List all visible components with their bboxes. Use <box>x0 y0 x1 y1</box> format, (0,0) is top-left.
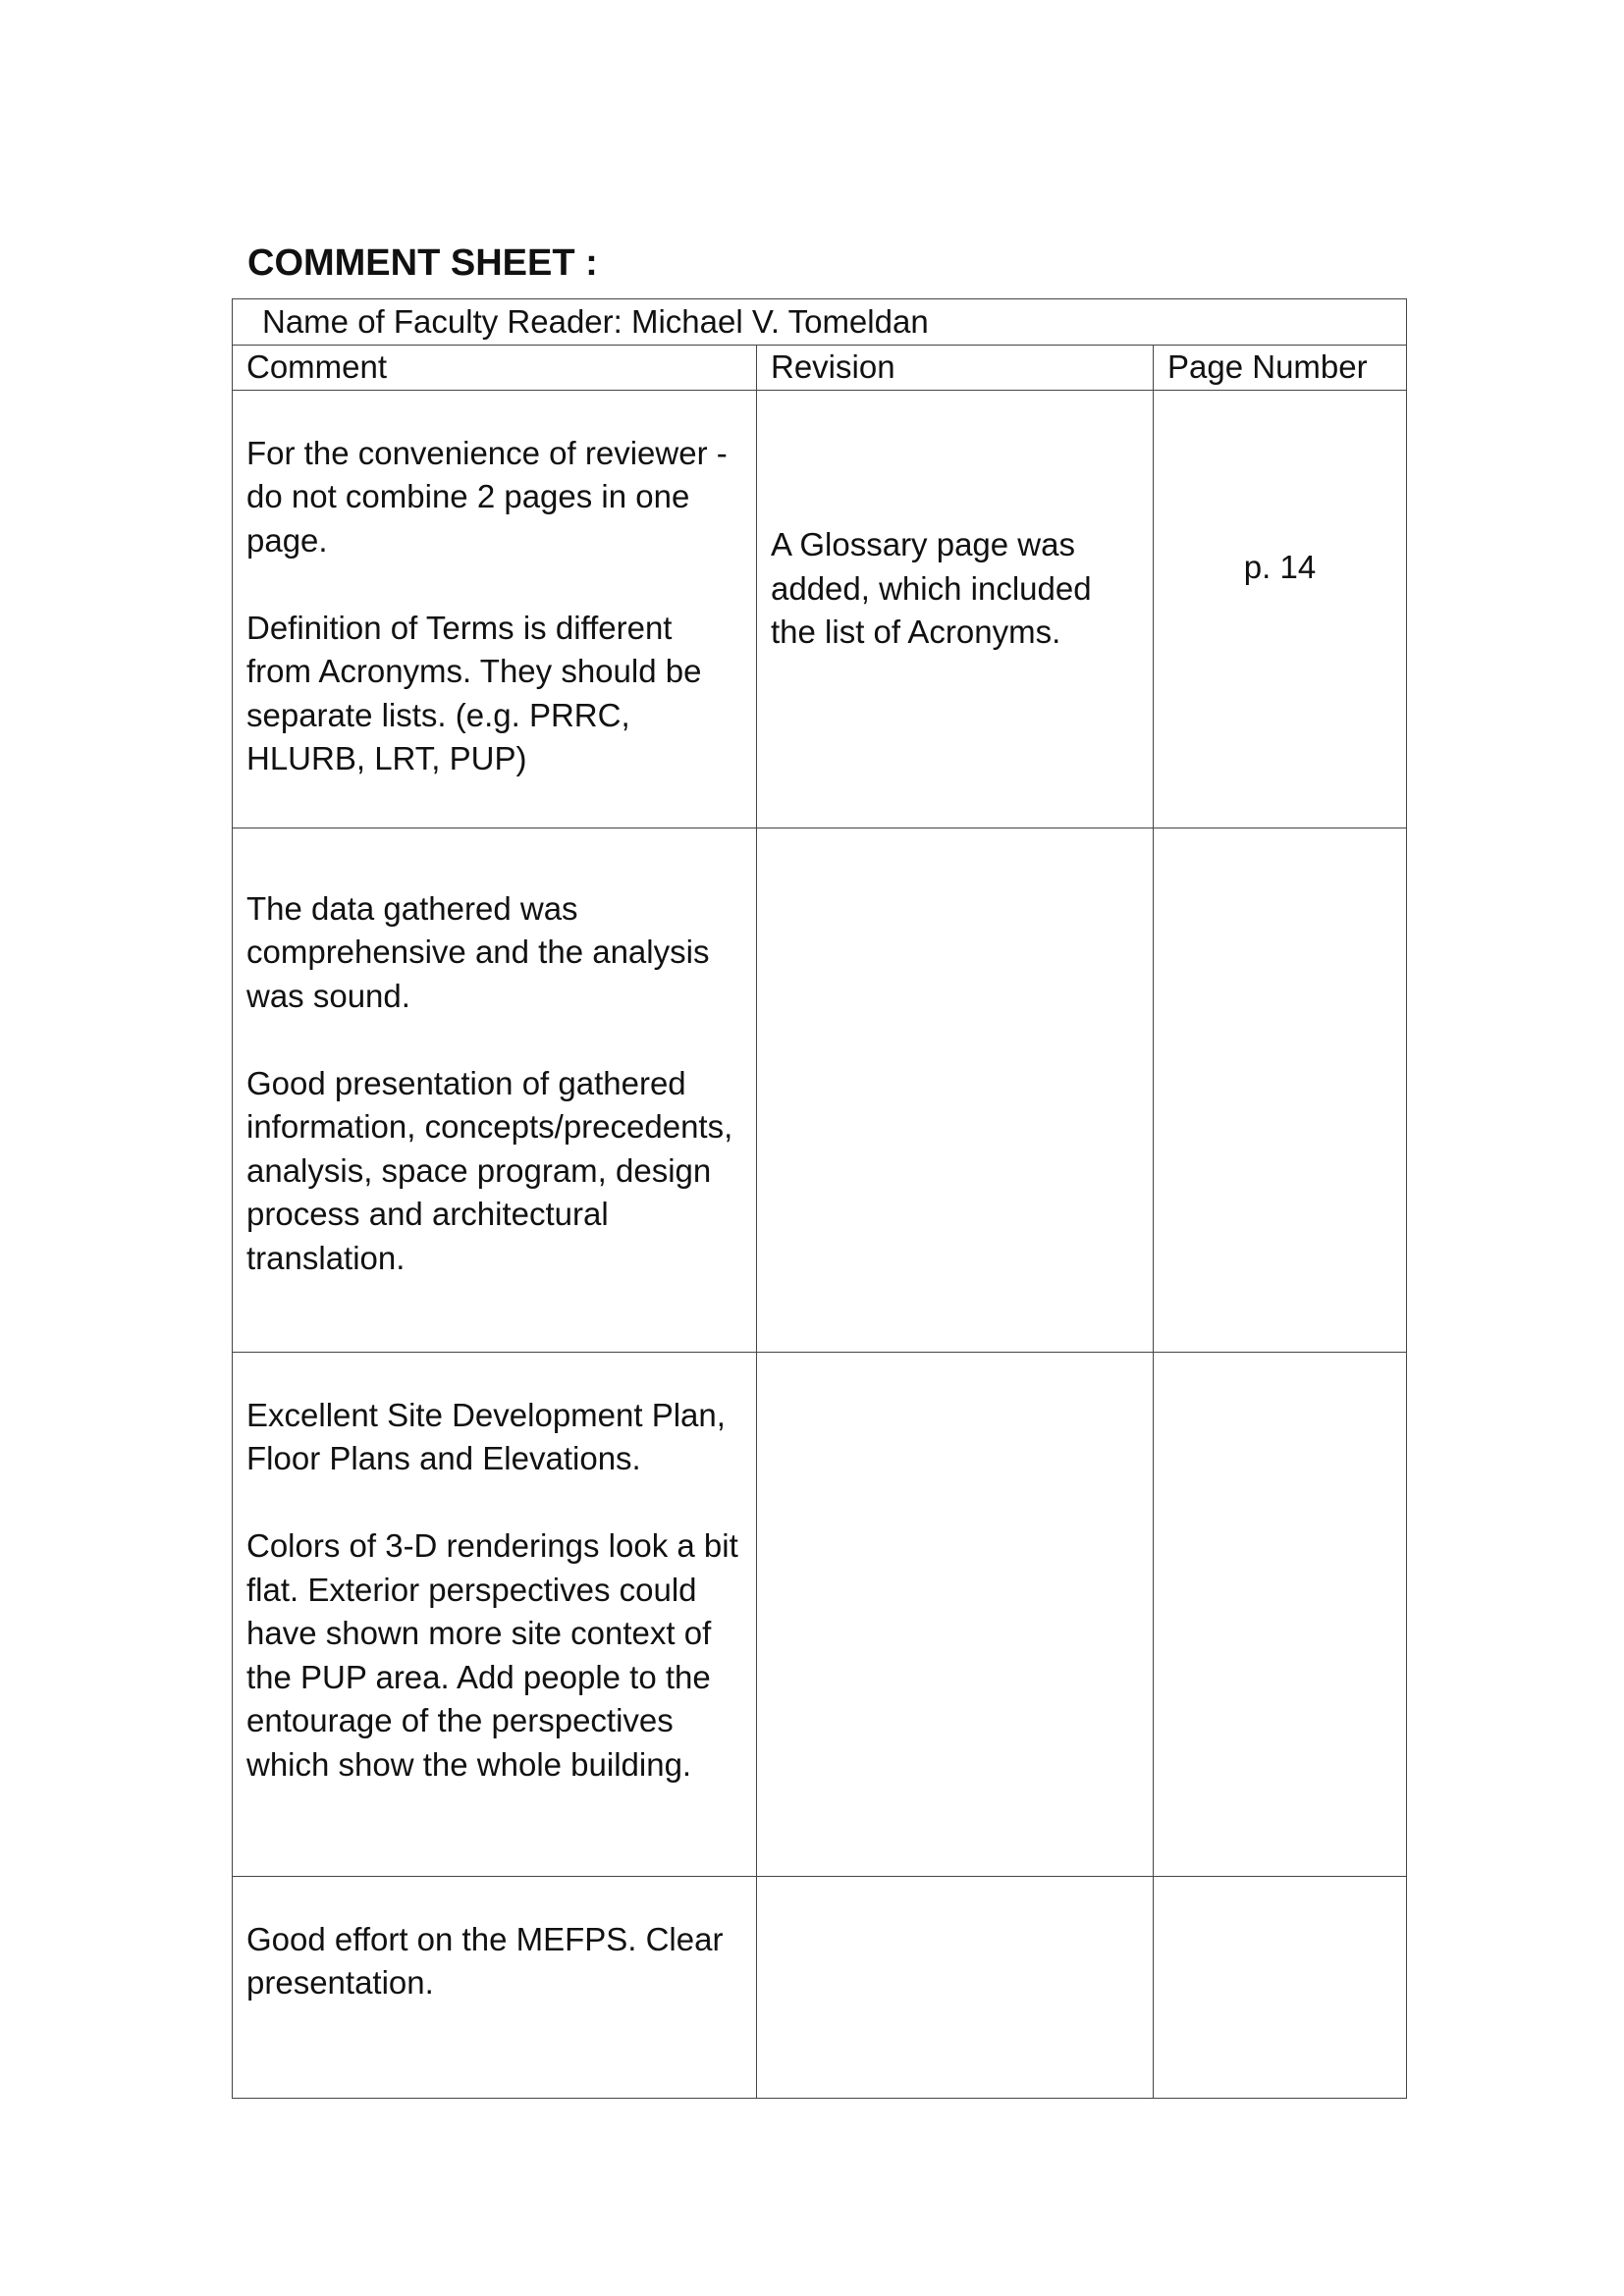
page-number-text: p. 14 <box>1243 548 1317 585</box>
page-title: COMMENT SHEET : <box>247 242 598 284</box>
revision-cell <box>757 1876 1154 2098</box>
comment-paragraph: Good presentation of gathered information, concepts/precedents, analysis, space program, design process and architectural translation. <box>246 1064 733 1276</box>
comment-cell <box>233 1876 757 2098</box>
revision-cell <box>757 1352 1154 1876</box>
faculty-reader-name: Name of Faculty Reader: Michael V. Tomeldan <box>233 299 1407 346</box>
comment-cell <box>233 1352 757 1876</box>
revision-text: A Glossary page was added, which included the list of Acronyms. <box>771 526 1092 651</box>
page-number-cell <box>1154 828 1407 1352</box>
table-row <box>233 828 1407 1352</box>
comment-paragraph: Good effort on the MEFPS. Clear presentation. <box>246 1920 724 2001</box>
comment-paragraph: Colors of 3-D renderings look a bit flat. Exterior perspectives could have shown more site context of the PUP area. Add people to the entourage of the perspectives which show the whole building. <box>246 1527 738 1783</box>
comment-paragraph: Definition of Terms is different from Acronyms. They should be separate lists. (e.g. PRRC, HLURB, LRT, PUP) <box>246 609 702 776</box>
page-number-cell <box>1154 1352 1407 1876</box>
comment-table <box>232 298 1407 2099</box>
header-page-number: Page Number <box>1154 346 1407 391</box>
page-number-cell <box>1154 1876 1407 2098</box>
table-row <box>233 1352 1407 1876</box>
table-row <box>233 1876 1407 2098</box>
comment-cell <box>233 390 757 828</box>
faculty-reader-row <box>233 299 1407 346</box>
revision-cell <box>757 828 1154 1352</box>
header-comment: Comment <box>233 346 757 391</box>
comment-paragraph: The data gathered was comprehensive and the analysis was sound. <box>246 889 710 1014</box>
header-row <box>233 346 1407 391</box>
comment-cell <box>233 828 757 1352</box>
revision-cell <box>757 390 1154 828</box>
header-revision: Revision <box>757 346 1154 391</box>
page-number-cell <box>1154 390 1407 828</box>
comment-paragraph: For the convenience of reviewer - do not combine 2 pages in one page. <box>246 434 728 559</box>
comment-paragraph: Excellent Site Development Plan, Floor Plans and Elevations. <box>246 1396 726 1476</box>
table-row <box>233 390 1407 828</box>
